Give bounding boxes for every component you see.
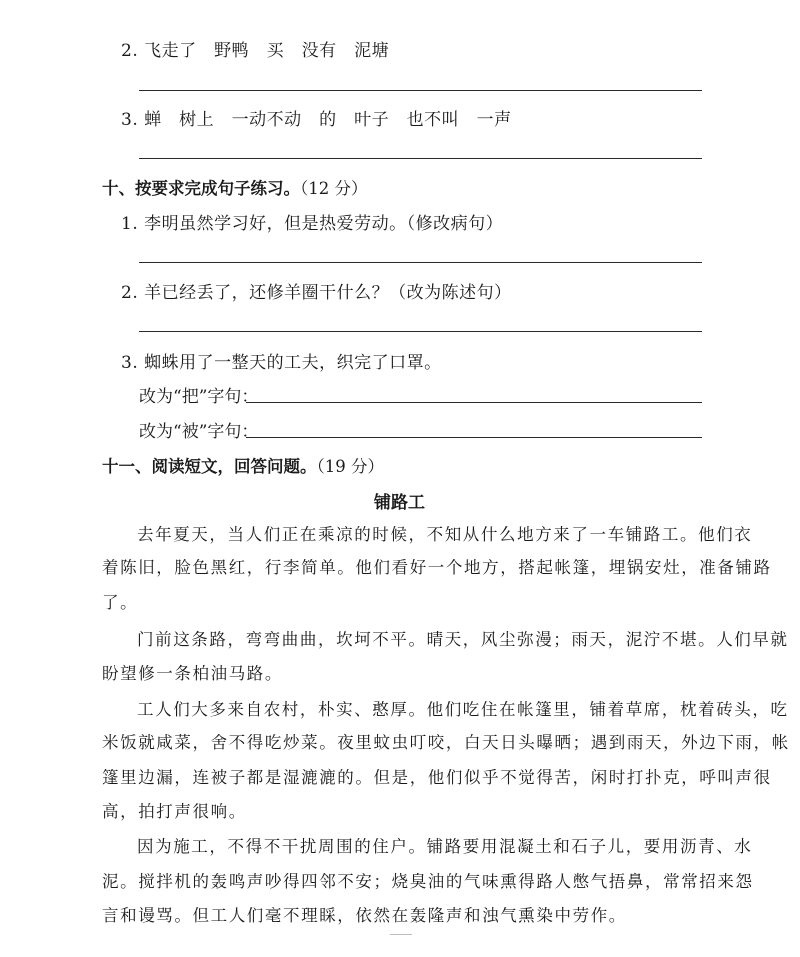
- answer-line[interactable]: [139, 262, 702, 263]
- answer-line[interactable]: [139, 331, 702, 332]
- passage-line: 因为施工，不得不干扰周围的住户。铺路要用混凝土和石子儿，要用沥青、水: [137, 837, 753, 856]
- passage-line: 篷里边漏，连被子都是湿漉漉的。但是，他们似乎不觉得苦，闲时打扑克，呼叫声很: [102, 768, 772, 787]
- passage-line: 米饭就咸菜，舍不得吃炒菜。夜里蚊虫叮咬，白天日头曝晒；遇到雨天，外边下雨，帐: [102, 733, 790, 752]
- passage-line: 言和谩骂。但工人们毫不理睬，依然在轰隆声和浊气熏染中劳作。: [102, 906, 627, 925]
- page-number-fragment: [390, 934, 412, 943]
- question-9-item-3: 3. 蝉 树上 一动不动 的 叶子 也不叫 一声: [121, 110, 512, 130]
- passage-line: 门前这条路，弯弯曲曲，坎坷不平。晴天，风尘弥漫；雨天，泥泞不堪。人们早就: [137, 630, 789, 649]
- question-10-item-2: 2. 羊已经丢了，还修羊圈干什么？（改为陈述句）: [121, 283, 512, 303]
- question-10-item-1: 1. 李明虽然学习好，但是热爱劳动。（修改病句）: [121, 214, 504, 234]
- section-11-heading: [102, 453, 384, 477]
- section-10-score: （12 分）: [300, 179, 368, 198]
- answer-line-bei[interactable]: [246, 437, 702, 438]
- question-10-item-3: 3. 蜘蛛用了一整天的工夫，织完了口罩。: [121, 353, 442, 373]
- section-11-score: （19 分）: [316, 457, 384, 476]
- section-10-title: 十、按要求完成句子练习。: [102, 179, 300, 198]
- answer-line[interactable]: [139, 158, 702, 159]
- passage-line: 泥。搅拌机的轰鸣声吵得四邻不安；烧臭油的气味熏得路人憋气捂鼻，常常招来怨: [102, 872, 754, 891]
- section-11-title: 十一、阅读短文，回答问题。: [102, 457, 317, 476]
- question-9-item-2: 2. 飞走了 野鸭 买 没有 泥塘: [121, 41, 390, 61]
- passage-title: 铺路工: [374, 493, 425, 513]
- passage-line: 着陈旧，脸色黑红，行李简单。他们看好一个地方，搭起帐篷，埋锅安灶，准备铺路: [102, 558, 772, 577]
- passage-line: 高，拍打声很响。: [102, 802, 247, 821]
- fill-label-bei: 改为“被”字句：: [139, 422, 259, 442]
- passage-line: 工人们大多来自农村，朴实、憨厚。他们吃住在帐篷里，铺着草席，枕着砖头，吃: [137, 700, 789, 719]
- passage-line: 盼望修一条柏油马路。: [102, 664, 283, 683]
- answer-line-ba[interactable]: [246, 402, 702, 403]
- section-10-heading: [102, 175, 368, 199]
- answer-line[interactable]: [139, 90, 702, 91]
- passage-line: 了。: [102, 593, 139, 612]
- passage-line: 去年夏天，当人们正在乘凉的时候，不知从什么地方来了一车铺路工。他们衣: [137, 525, 753, 544]
- fill-label-ba: 改为“把”字句：: [139, 387, 259, 407]
